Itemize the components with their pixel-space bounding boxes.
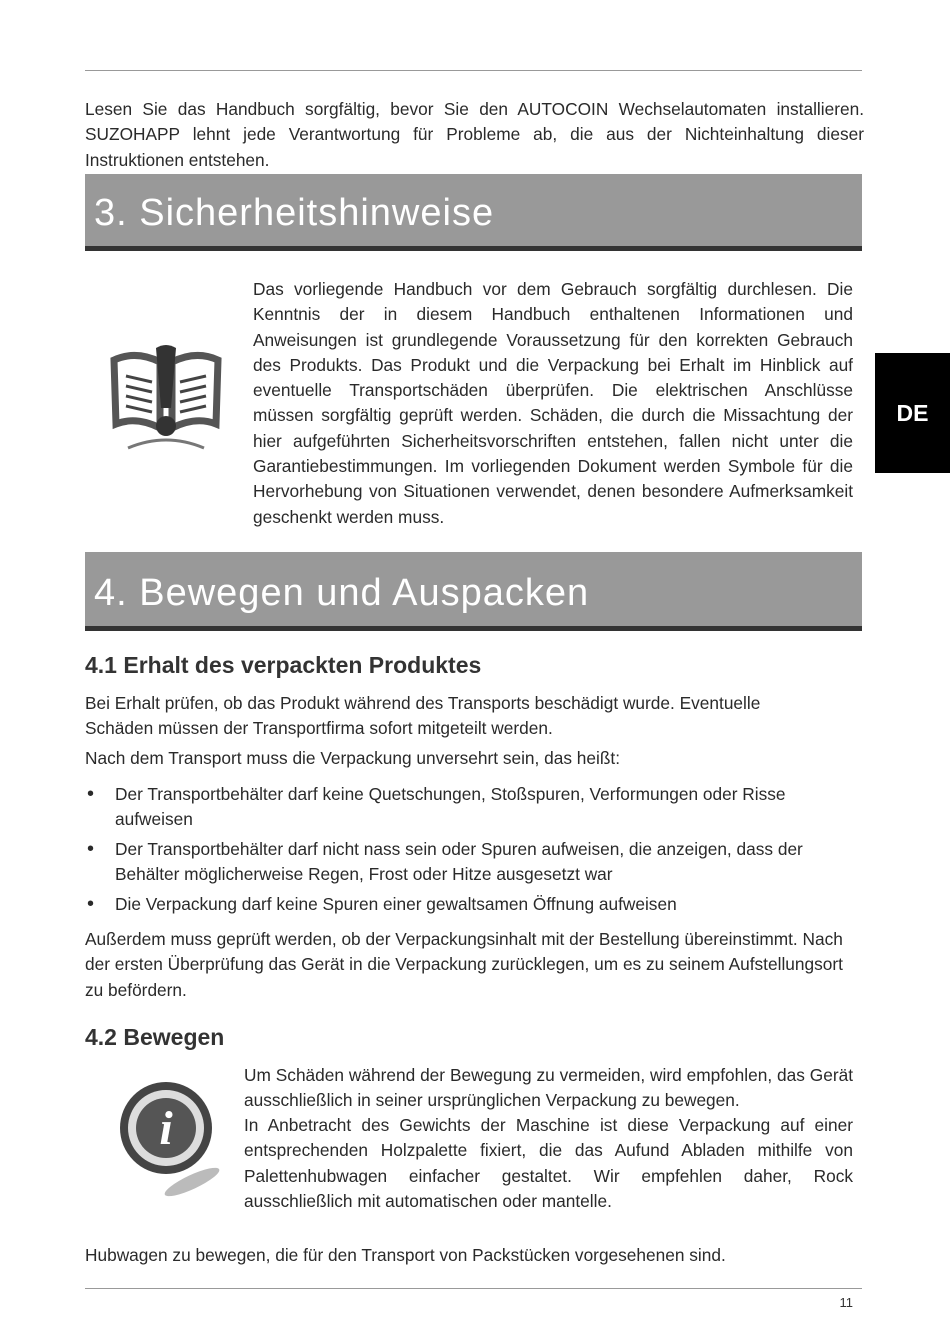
section-3-text: Das vorliegende Handbuch vor dem Gebrauch sorgfältig durchlesen. Die Kenntnis der in diesem Handbuch enthaltenen Informationen und Anweisungen ist grundlegende Voraussetzung für den korrekten Gebrauch des Produkts. Das Produkt und die Verpackung bei Erhalt im Hinblick auf eventuelle Transportschäden überprüfen. Die elektrischen Anschlüsse müssen sorgfältig geprüft werden. Schäden, die durch die Missachtung der hier aufgeführten Sicherheitsvorschriften entstehen, fallen nicht unter die Garantiebestimmungen. Im vorliegenden Dokument werden Symbole für die Hervorhebung von Situationen verwendet, denen besondere Aufmerksamkeit geschenkt werden muss.: [253, 279, 853, 527]
subsection-4-2-title: 4.2 Bewegen: [85, 1024, 225, 1050]
footer-rule: [85, 1288, 862, 1289]
language-tab: DE: [875, 353, 950, 473]
section-4-heading-bar: [85, 552, 862, 631]
section-3-title: 3. Sicherheitshinweise: [94, 192, 495, 234]
header-rule: [85, 70, 862, 71]
subsection-4-2-paragraph-3: Hubwagen zu bewegen, die für den Transport von Packstücken vorgesehenen sind.: [85, 1245, 726, 1265]
svg-text:i: i: [159, 1102, 173, 1155]
subsection-4-1-paragraph-2: Nach dem Transport muss die Verpackung unversehrt sein, das heißt:: [85, 748, 621, 768]
safety-manual-icon: [108, 342, 224, 454]
section-3-heading-bar: [85, 174, 862, 251]
list-item: • Der Transportbehälter darf keine Quetschungen, Stoßspuren, Verformungen oder Risse aufweisen: [85, 782, 845, 833]
page-number: 11: [839, 1295, 853, 1310]
subsection-4-1-paragraph-3: Außerdem muss geprüft werden, ob der Verpackungsinhalt mit der Bestellung übereinstimmt. Nach der ersten Überprüfung das Gerät in die Verpackung zurücklegen, um es zu seinem Aufstellungsort zu befördern.: [85, 929, 843, 1000]
list-item: • Der Transportbehälter darf nicht nass sein oder Spuren aufweisen, die anzeigen, dass der Behälter möglicherweise Regen, Frost oder Hitze ausgesetzt war: [85, 837, 845, 888]
info-icon: [112, 1078, 224, 1198]
packaging-check-list: [85, 782, 845, 922]
section-4-title: 4. Bewegen und Auspacken: [94, 572, 590, 614]
subsection-4-1-title: 4.1 Erhalt des verpackten Produktes: [85, 652, 482, 678]
subsection-4-2-paragraph-1: Um Schäden während der Bewegung zu vermeiden, wird empfohlen, das Gerät ausschließlich in seiner ursprünglichen Verpackung zu bewegen.: [244, 1065, 853, 1111]
subsection-4-1-paragraph-1: Bei Erhalt prüfen, ob das Produkt während des Transports beschädigt wurde. Eventuelle Schäden müssen der Transportfirma sofort mitgeteilt werden.: [85, 693, 761, 739]
list-item: • Die Verpackung darf keine Spuren einer gewaltsamen Öffnung aufweisen: [85, 892, 845, 917]
subsection-4-2-paragraph-2: In Anbetracht des Gewichts der Maschine ist diese Verpackung auf einer entsprechenden Holzpalette fixiert, die das Aufund Abladen mithilfe von Palettenhubwagen einfacher gestaltet. Wir empfehlen daher, Rock ausschließlich mit automatischen oder mantelle.: [244, 1115, 853, 1211]
intro-paragraph: Lesen Sie das Handbuch sorgfältig, bevor Sie den AUTOCOIN Wechselautomaten installieren. SUZOHAPP lehnt jede Verantwortung für Probleme ab, die aus der Nichteinhaltung dieser Instruktionen entstehen.: [85, 99, 864, 170]
